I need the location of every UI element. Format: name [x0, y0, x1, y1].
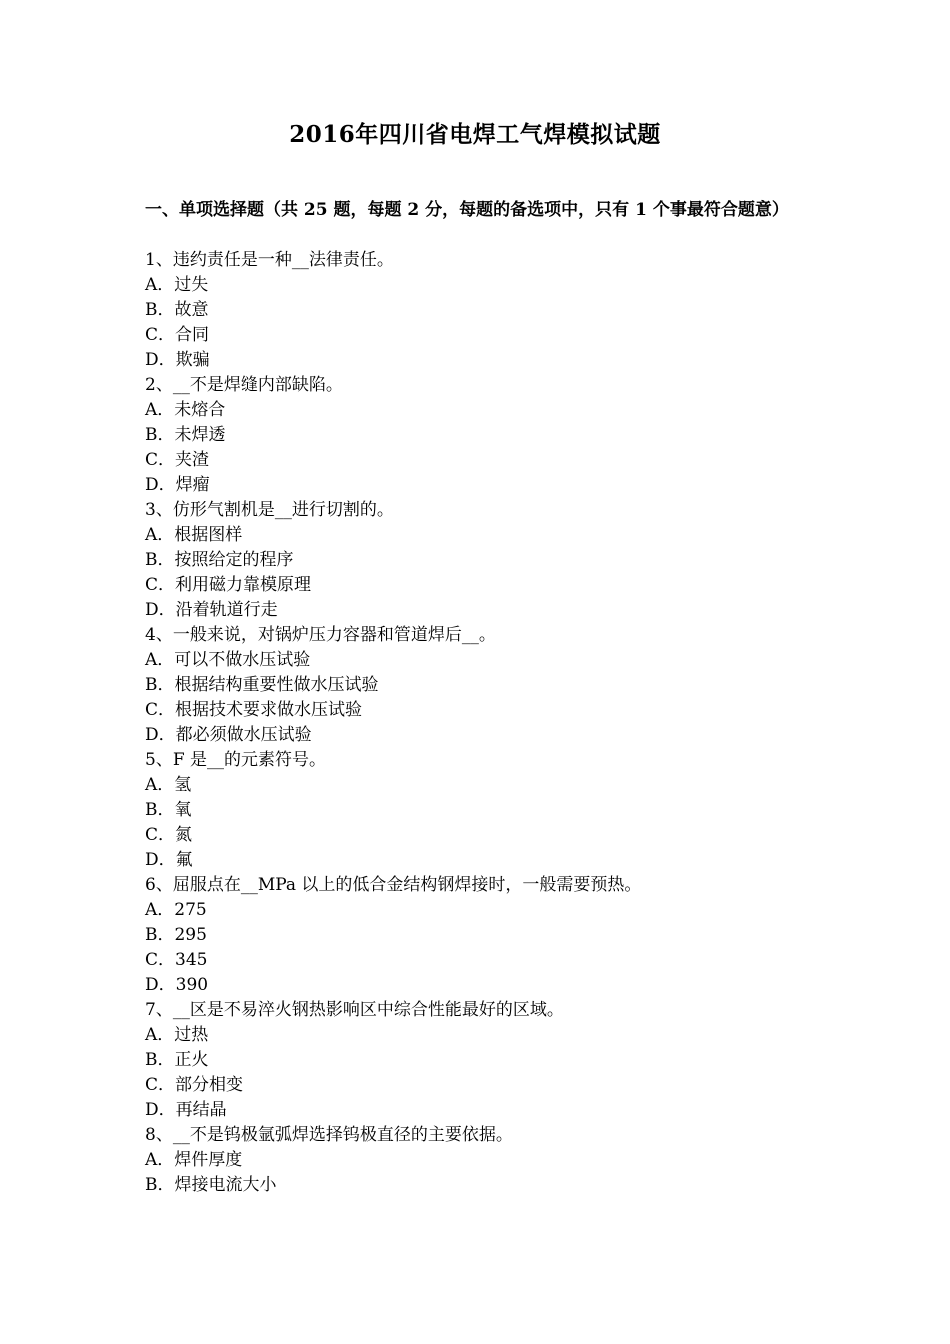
- question-option: B．未焊透: [145, 425, 226, 445]
- question-option: D．390: [145, 975, 209, 995]
- question-option: C．氮: [145, 825, 193, 845]
- question-option: D．欺骗: [145, 350, 210, 370]
- question-option: A．过失: [145, 275, 209, 295]
- question-option: A．未熔合: [145, 400, 226, 420]
- question-option: B．根据结构重要性做水压试验: [145, 675, 379, 695]
- question-option: D．氟: [145, 850, 193, 870]
- question-option: C．合同: [145, 325, 210, 345]
- question-stem: 1、违约责任是一种__法律责任。: [145, 250, 394, 270]
- question-option: B．故意: [145, 300, 209, 320]
- question-option: B．295: [145, 925, 207, 945]
- question-option: B．氧: [145, 800, 192, 820]
- question-option: D．焊瘤: [145, 475, 210, 495]
- question-stem: 4、一般来说，对锅炉压力容器和管道焊后__。: [145, 625, 496, 645]
- question-option: C．345: [145, 950, 208, 970]
- question-option: D．再结晶: [145, 1100, 227, 1120]
- question-option: C．部分相变: [145, 1075, 244, 1095]
- question-stem: 3、仿形气割机是__进行切割的。: [145, 500, 394, 520]
- question-option: D．沿着轨道行走: [145, 600, 278, 620]
- question-option: C．利用磁力靠模原理: [145, 575, 312, 595]
- question-option: A．氢: [145, 775, 192, 795]
- question-stem: 5、F 是__的元素符号。: [145, 750, 327, 770]
- question-stem: 6、屈服点在__MPa 以上的低合金结构钢焊接时，一般需要预热。: [145, 875, 642, 895]
- section-header: 一、单项选择题（共 25 题，每题 2 分，每题的备选项中，只有 1 个事最符合题意）: [145, 200, 789, 220]
- question-stem: 2、__不是焊缝内部缺陷。: [145, 375, 343, 395]
- question-option: A．过热: [145, 1025, 209, 1045]
- question-stem: 7、__区是不易淬火钢热影响区中综合性能最好的区域。: [145, 1000, 564, 1020]
- question-option: D．都必须做水压试验: [145, 725, 312, 745]
- question-option: C．夹渣: [145, 450, 210, 470]
- document-title: 2016年四川省电焊工气焊模拟试题: [289, 121, 661, 148]
- question-option: C．根据技术要求做水压试验: [145, 700, 363, 720]
- question-stem: 8、__不是钨极氩弧焊选择钨极直径的主要依据。: [145, 1125, 513, 1145]
- question-option: A．可以不做水压试验: [145, 650, 311, 670]
- question-option: A．275: [145, 900, 207, 920]
- question-option: B．焊接电流大小: [145, 1175, 277, 1195]
- question-list: [145, 248, 815, 1198]
- question-option: B．按照给定的程序: [145, 550, 294, 570]
- question-option: B．正火: [145, 1050, 209, 1070]
- question-option: A．根据图样: [145, 525, 243, 545]
- question-option: A．焊件厚度: [145, 1150, 243, 1170]
